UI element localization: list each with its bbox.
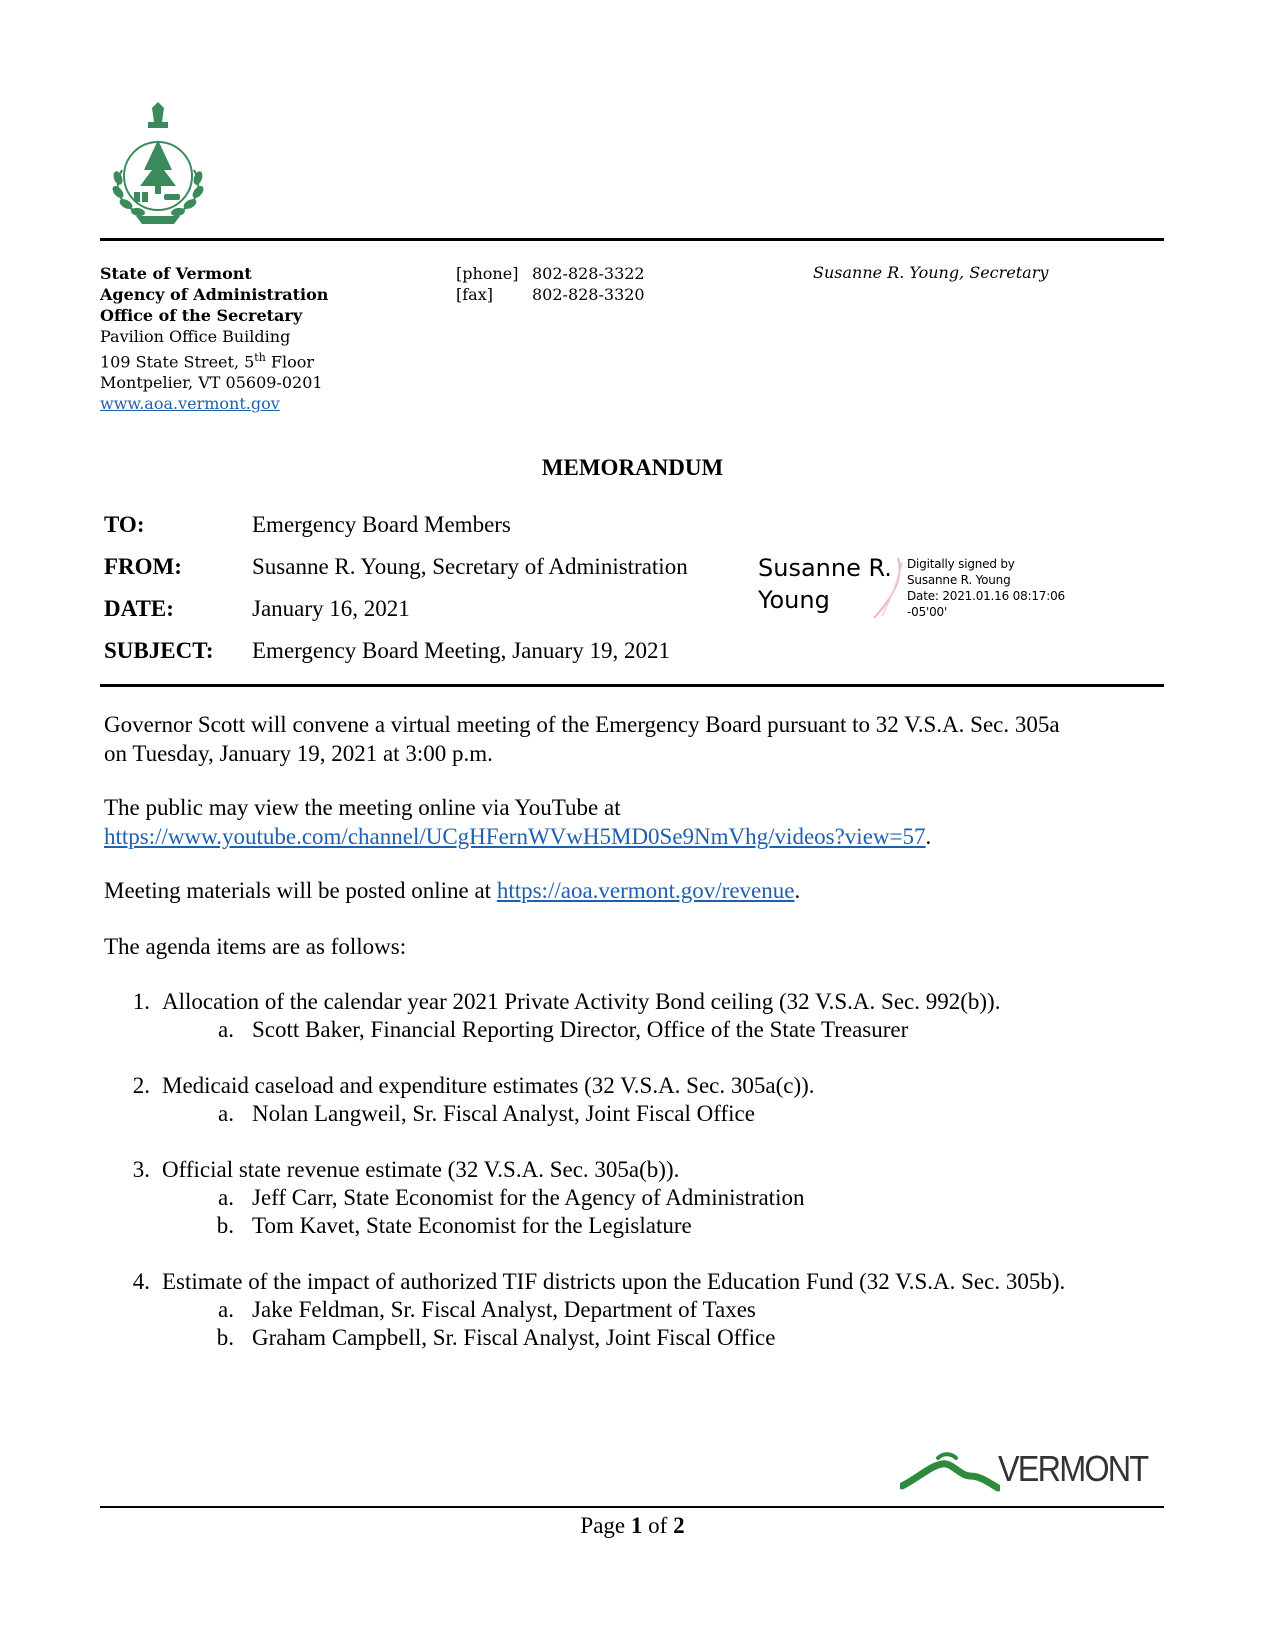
street-address: 109 State Street, 5th Floor	[100, 351, 315, 372]
agenda-sub-letter: a.	[218, 1297, 234, 1322]
from-label: FROM:	[104, 554, 182, 579]
signature-mark-icon	[868, 556, 908, 620]
vermont-logo-text: VERMONT	[998, 1448, 1148, 1489]
fax-number: 802-828-3320	[532, 285, 645, 304]
agenda-sub-item: Scott Baker, Financial Reporting Director, Office of the State Treasurer	[252, 1017, 909, 1042]
paragraph-agenda-intro: The agenda items are as follows:	[104, 934, 407, 959]
agenda-sub-letter: a.	[218, 1185, 234, 1210]
vermont-logo	[900, 1446, 1155, 1494]
agenda-item: Estimate of the impact of authorized TIF districts upon the Education Fund (32 V.S.A. Sec. 305b).	[162, 1269, 1066, 1294]
agenda-number: 1.	[132, 989, 150, 1014]
agenda-sub-letter: b.	[216, 1325, 234, 1350]
agenda-sub-item: Graham Campbell, Sr. Fiscal Analyst, Joint Fiscal Office	[252, 1325, 776, 1350]
paragraph-youtube: The public may view the meeting online via YouTube at https://www.youtube.com/channel/UCgHFernWVwH5MD0Se9NmVhg/videos?view=57.	[104, 795, 932, 849]
phone-label: [phone]	[456, 264, 519, 283]
city-address: Montpelier, VT 05609-0201	[100, 373, 323, 393]
paragraph-meeting: Governor Scott will convene a virtual meeting of the Emergency Board pursuant to 32 V.S.A. Sec. 305a on Tuesday, January 19, 2021 at 3:00 p.m.	[104, 712, 1060, 766]
subject-label: SUBJECT:	[104, 638, 214, 663]
agenda-sub-item: Jeff Carr, State Economist for the Agency of Administration	[252, 1185, 805, 1210]
secretary-name: Susanne R. Young, Secretary	[813, 263, 1049, 282]
from-value: Susanne R. Young, Secretary of Administration	[252, 554, 688, 579]
signature-name: Susanne R. Young	[758, 554, 892, 614]
org-name: State of Vermont	[100, 264, 252, 283]
memo-header-rule	[100, 684, 1164, 687]
letterhead-address	[100, 263, 328, 414]
page-indicator: Page 1 of 2	[580, 1513, 685, 1538]
to-value: Emergency Board Members	[252, 512, 511, 537]
agenda-item: Official state revenue estimate (32 V.S.A. Sec. 305a(b)).	[162, 1157, 680, 1182]
youtube-link[interactable]: https://www.youtube.com/channel/UCgHFernWVwH5MD0Se9NmVhg/videos?view=57	[104, 824, 926, 849]
building-name: Pavilion Office Building	[100, 327, 291, 346]
agenda-item: Medicaid caseload and expenditure estimates (32 V.S.A. Sec. 305a(c)).	[162, 1073, 815, 1098]
contact-block	[456, 263, 645, 305]
revenue-link[interactable]: https://aoa.vermont.gov/revenue	[496, 878, 795, 903]
signature-detail: Digitally signed by Susanne R. Young Date: 2021.01.16 08:17:06 -05'00'	[907, 557, 1065, 619]
agenda-sub-item: Nolan Langweil, Sr. Fiscal Analyst, Joint Fiscal Office	[252, 1101, 755, 1126]
agenda-number: 3.	[132, 1157, 150, 1182]
website-link[interactable]: www.aoa.vermont.gov	[100, 394, 280, 414]
vermont-state-seal-icon	[108, 100, 208, 226]
fax-label: [fax]	[456, 285, 493, 304]
memo-title: MEMORANDUM	[541, 455, 724, 480]
agency-name: Agency of Administration	[100, 285, 329, 304]
agenda-sub-letter: a.	[218, 1101, 234, 1126]
subject-value: Emergency Board Meeting, January 19, 2021	[252, 638, 670, 663]
header-rule	[100, 238, 1164, 241]
agenda-sub-letter: a.	[218, 1017, 234, 1042]
footer-rule	[100, 1506, 1164, 1508]
agenda-sub-item: Jake Feldman, Sr. Fiscal Analyst, Department of Taxes	[252, 1297, 756, 1322]
agenda-item: Allocation of the calendar year 2021 Private Activity Bond ceiling (32 V.S.A. Sec. 992(b)).	[162, 989, 1001, 1014]
phone-number: 802-828-3322	[532, 264, 645, 283]
office-name: Office of the Secretary	[100, 306, 303, 325]
to-label: TO:	[104, 512, 145, 537]
vermont-mountain-icon	[900, 1452, 1000, 1492]
paragraph-materials: Meeting materials will be posted online at https://aoa.vermont.gov/revenue.	[104, 878, 801, 903]
agenda-number: 4.	[132, 1269, 150, 1294]
date-value: January 16, 2021	[252, 596, 410, 621]
agenda-sub-item: Tom Kavet, State Economist for the Legislature	[252, 1213, 692, 1238]
agenda-sub-letter: b.	[216, 1213, 234, 1238]
date-label: DATE:	[104, 596, 174, 621]
agenda-number: 2.	[132, 1073, 150, 1098]
